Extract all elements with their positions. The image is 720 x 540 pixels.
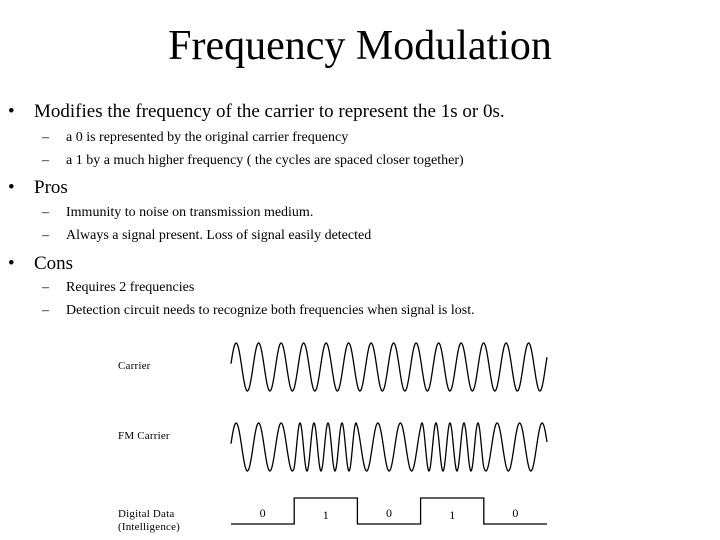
wave-path <box>231 343 547 391</box>
sub-bullet-text: Detection circuit needs to recognize both frequencies when signal is lost. <box>66 303 475 318</box>
bit-label: 0 <box>386 506 392 520</box>
sub-bullet-text: a 0 is represented by the original carrier frequency <box>66 130 349 145</box>
bit-label: 1 <box>322 508 329 522</box>
sub-bullet-text: a 1 by a much higher frequency ( the cycles are spaced closer together) <box>66 153 464 168</box>
bit-label: 0 <box>512 506 519 520</box>
intelligence-label: (Intelligence) <box>118 521 181 533</box>
dash-marker: – <box>42 130 49 145</box>
wave-path <box>231 423 547 471</box>
digital-data-label: Digital Data <box>118 508 175 520</box>
dash-marker: – <box>42 228 49 243</box>
bullet-dot: • <box>8 101 15 122</box>
carrier-label: Carrier <box>118 360 151 372</box>
slide-title: Frequency Modulation <box>168 23 552 69</box>
dash-marker: – <box>42 153 49 168</box>
bullet-dot: • <box>8 177 15 198</box>
dash-marker: – <box>42 205 49 220</box>
sub-bullet-text: Requires 2 frequencies <box>66 280 195 295</box>
carrier-wave <box>231 343 547 391</box>
bullet-text: Cons <box>34 253 74 274</box>
sub-bullet-text: Immunity to noise on transmission medium. <box>66 205 314 220</box>
bit-label: 1 <box>449 508 456 522</box>
bullet-text: Pros <box>34 177 68 198</box>
dash-marker: – <box>42 280 49 295</box>
bullet-text: Modifies the frequency of the carrier to represent the 1s or 0s. <box>34 101 505 122</box>
dash-marker: – <box>42 303 49 318</box>
bit-label: 0 <box>259 506 266 520</box>
bullet-dot: • <box>8 253 15 274</box>
fm-carrier-wave <box>231 423 547 471</box>
fm-carrier-label: FM Carrier <box>118 430 170 442</box>
sub-bullet-text: Always a signal present. Loss of signal easily detected <box>66 228 372 243</box>
